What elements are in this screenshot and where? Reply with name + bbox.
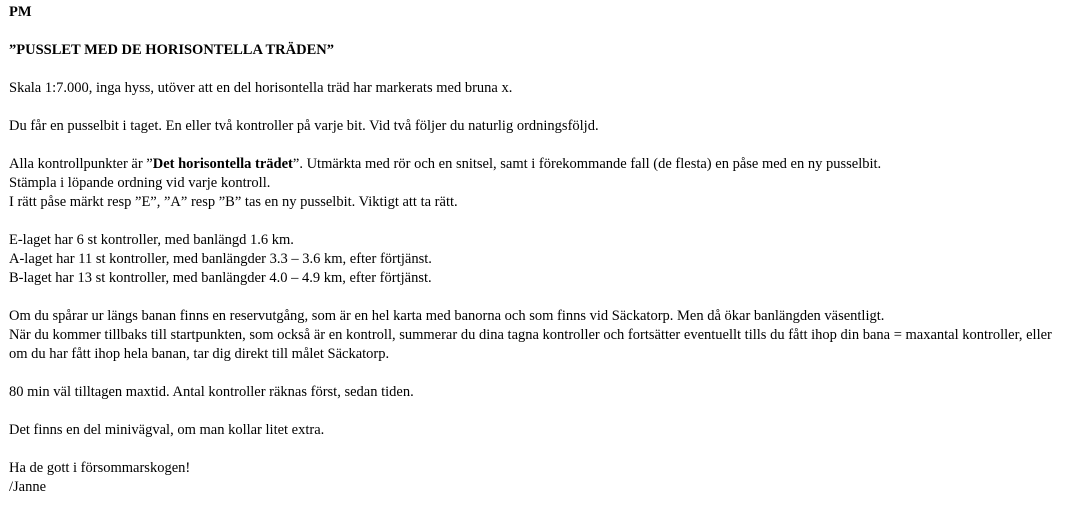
spacer [9, 136, 1059, 155]
paragraph-route: Det finns en del minivägval, om man kollar litet extra. [9, 422, 325, 438]
paragraph-return: När du kommer tillbaks till startpunkten, som också är en kontroll, summerar du dina tagna kontroller och fortsätter eventuellt tills du fått ihop din bana = maxantal kontroller, eller om du har fått ihop hela banan, tar dig direkt till målet Säckatorp. [9, 327, 1052, 362]
spacer [9, 288, 1059, 307]
signature: /Janne [9, 479, 47, 495]
spacer [9, 60, 1059, 79]
heading-pm: PM [9, 4, 32, 20]
paragraph-controls-line2: Stämpla i löpande ordning vid varje kontroll. [9, 175, 271, 191]
paragraph-controls-line3: I rätt påse märkt resp ”E”, ”A” resp ”B” tas en ny pusselbit. Viktigt att ta rätt. [9, 194, 458, 210]
paragraph-controls [9, 155, 1059, 174]
paragraph-pieces: Du får en pusselbit i taget. En eller två kontroller på varje bit. Vid två följer du naturlig ordningsföljd. [9, 118, 599, 134]
paragraph-time: 80 min väl tilltagen maxtid. Antal kontroller räknas först, sedan tiden. [9, 384, 414, 400]
course-e: E-laget har 6 st kontroller, med banlängd 1.6 km. [9, 232, 294, 248]
spacer [9, 364, 1059, 383]
course-a: A-laget har 11 st kontroller, med banlängder 3.3 – 3.6 km, efter förtjänst. [9, 251, 432, 267]
spacer [9, 98, 1059, 117]
paragraph-reserve: Om du spårar ur längs banan finns en reservutgång, som är en hel karta med banorna och som finns vid Säckatorp. Men då ökar banlängden väsentligt. [9, 308, 885, 324]
document-title: ”PUSSLET MED DE HORISONTELLA TRÄDEN” [9, 42, 334, 58]
spacer [9, 212, 1059, 231]
spacer [9, 22, 1059, 41]
controls-text-pre: Alla kontrollpunkter är ” [9, 156, 153, 172]
controls-text-post: ”. Utmärkta med rör och en snitsel, samt i förekommande fall (de flesta) en påse med en ny pusselbit. [292, 156, 882, 172]
paragraph-farewell: Ha de gott i försommarskogen! [9, 460, 191, 476]
spacer [9, 402, 1059, 421]
course-b: B-laget har 13 st kontroller, med banlängder 4.0 – 4.9 km, efter förtjänst. [9, 270, 432, 286]
paragraph-scale: Skala 1:7.000, inga hyss, utöver att en del horisontella träd har markerats med bruna x. [9, 80, 513, 96]
spacer [9, 440, 1059, 459]
controls-text-bold: Det horisontella trädet [152, 156, 293, 172]
